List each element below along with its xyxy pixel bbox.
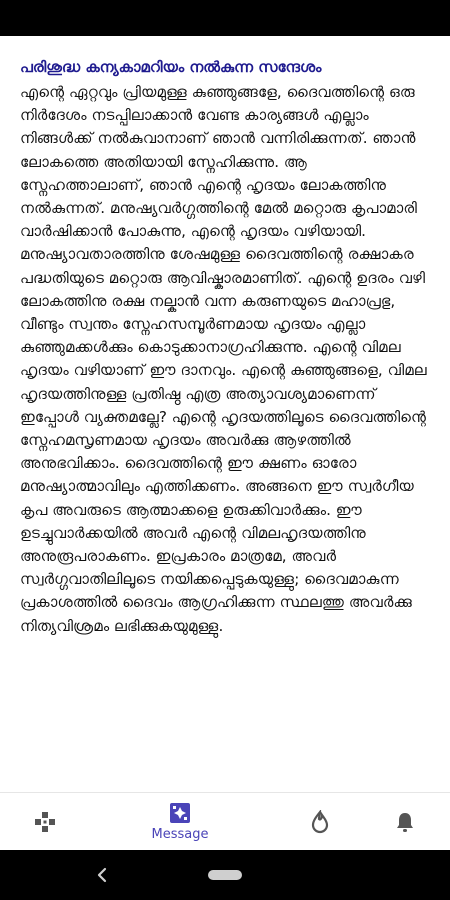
message-body: എന്റെ ഏറ്റവും പ്രിയമുള്ള കുഞ്ഞുങ്ങളേ, ദൈവത്തിന്റെ ഒരു നിർദേശം നടപ്പിലാക്കാൻ വേണ്ട കാര്യങ്ങൾ എല്ലാം നിങ്ങൾക്ക് നൽകുവാനാണ് ഞാൻ വന്നിരിക്കുന്നത്. ഞാൻ ലോകത്തെ അതിയായി സ്നേഹിക്കുന്നു. ആ സ്നേഹത്താലാണ്, ഞാൻ എന്റെ ഹൃദയം ലോകത്തിനു നൽകുന്നത്. മനുഷ്യവർഗ്ഗത്തിന്റെ മേൽ മറ്റൊരു കൃപാമാരി വാർഷിക്കാൻ പോകുന്നു, എന്റെ ഹൃദയം വഴിയായി. മനുഷ്യാവതാരത്തിനു ശേഷമുള്ള ദൈവത്തിന്റെ രക്ഷാകര പദ്ധതിയുടെ മറ്റൊരു ആവിഷ്കാരമാണിത്. എന്റെ ഉദരം വഴി ലോകത്തിനു രക്ഷ നല്കാൻ വന്ന കരുണയുടെ മഹാപ്രഭു, വീണ്ടും സ്വന്തം സ്നേഹസമ്പൂർണമായ ഹൃദയം എല്ലാ കുഞ്ഞുമക്കൾക്കും കൊടുക്കാനാഗ്രഹിക്കുന്നു. എന്റെ വിമല ഹൃദയം വഴിയാണ് ഈ ദാനവും. എന്റെ കുഞ്ഞുങ്ങളെ, വിമല ഹൃദയത്തിനുള്ള പ്രതിഷ്ഠ എത്ര അത്യാവശ്യമാണെന്ന് ഇപ്പോൾ വ്യക്തമല്ലേ? എന്റെ ഹൃദയത്തിലൂടെ ദൈവത്തിന്റെ സ്നേഹമസൃണമായ ഹൃദയം അവർക്കു ആഴത്തിൽ അനുഭവിക്കാം. ദൈവത്തിന്റെ ഈ ക്ഷണം ഓരോ മനുഷ്യാത്മാവിലും എത്തിക്കണം. അങ്ങനെ ഈ സ്വർഗീയ കൃപ അവരുടെ ആത്മാക്കളെ ഉരുക്കിവാർക്കും. ഈ ഉടച്ചുവാർക്കയിൽ അവർ എന്റെ വിമലഹൃദയത്തിനു അനുരൂപരാകണം. ഇപ്രകാരം മാത്രമേ, അവർ സ്വർഗ്ഗവാതിലിലൂടെ നയിക്കപ്പെടുകയുള്ളു; ദൈവമാകുന്ന പ്രകാശത്തിൽ ദൈവം ആഗ്രഹിക്കുന്ന സ്ഥലത്തു അവർക്കു നിത്യവിശ്രമം ലഭിക്കുകയുമുള്ളു. [20, 83, 427, 635]
nav-item-games[interactable] [20, 793, 70, 851]
nav-item-message[interactable] [140, 793, 220, 851]
system-navigation-bar [0, 850, 450, 900]
nav-label-message: Message [151, 827, 209, 842]
message-icon [169, 802, 191, 824]
flame-icon [310, 810, 330, 834]
home-pill[interactable] [208, 870, 242, 880]
gamepad-icon [33, 810, 57, 834]
nav-item-flame[interactable] [295, 793, 345, 851]
nav-item-notifications[interactable] [380, 793, 430, 851]
message-title: പരിശുദ്ധ കന്യകാമറിയം നൽകുന്ന സന്ദേശം [20, 58, 322, 76]
status-bar [0, 0, 450, 36]
bottom-navigation [0, 792, 450, 850]
back-chevron-icon[interactable] [92, 864, 112, 886]
message-content [0, 36, 450, 792]
bell-icon [395, 811, 415, 833]
